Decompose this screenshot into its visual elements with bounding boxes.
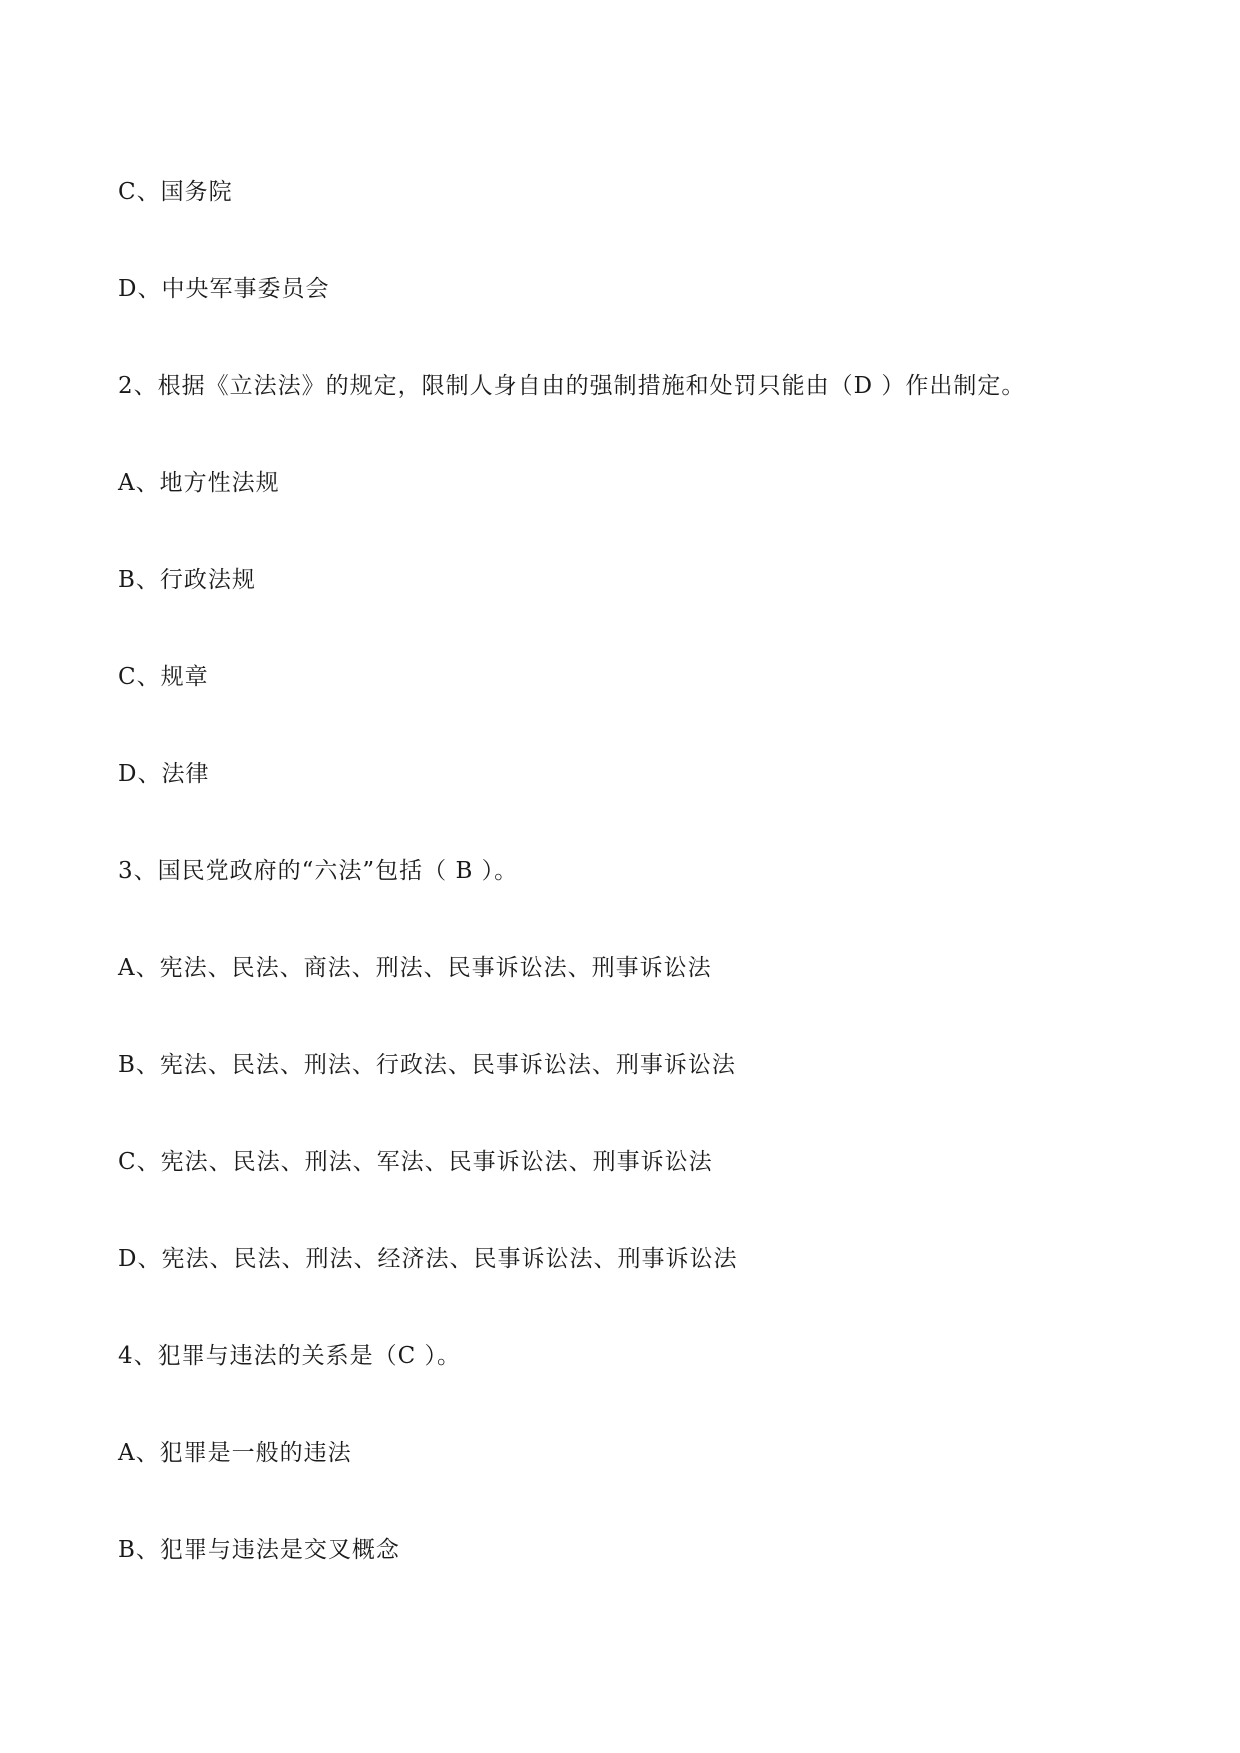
option-c-question-3: C、宪法、民法、刑法、军法、民事诉讼法、刑事诉讼法 bbox=[118, 1149, 713, 1175]
question-4: 4、犯罪与违法的关系是（C ）。 bbox=[118, 1343, 462, 1369]
option-b-question-3: B、宪法、民法、刑法、行政法、民事诉讼法、刑事诉讼法 bbox=[118, 1052, 736, 1078]
question-2: 2、根据《立法法》的规定，限制人身自由的强制措施和处罚只能由（D ）作出制定。 bbox=[118, 373, 1026, 399]
option-c-question-1: C、国务院 bbox=[118, 179, 233, 205]
option-a-question-4: A、犯罪是一般的违法 bbox=[118, 1440, 352, 1466]
option-b-question-4: B、犯罪与违法是交叉概念 bbox=[118, 1537, 400, 1563]
question-3: 3、国民党政府的“六法”包括（ B ）。 bbox=[118, 858, 519, 884]
option-a-question-3: A、宪法、民法、商法、刑法、民事诉讼法、刑事诉讼法 bbox=[118, 955, 712, 981]
option-d-question-3: D、宪法、民法、刑法、经济法、民事诉讼法、刑事诉讼法 bbox=[118, 1246, 738, 1272]
option-a-question-2: A、地方性法规 bbox=[118, 470, 280, 496]
option-b-question-2: B、行政法规 bbox=[118, 567, 256, 593]
option-d-question-1: D、中央军事委员会 bbox=[118, 276, 330, 302]
option-d-question-2: D、法律 bbox=[118, 761, 210, 787]
option-c-question-2: C、规章 bbox=[118, 664, 209, 690]
